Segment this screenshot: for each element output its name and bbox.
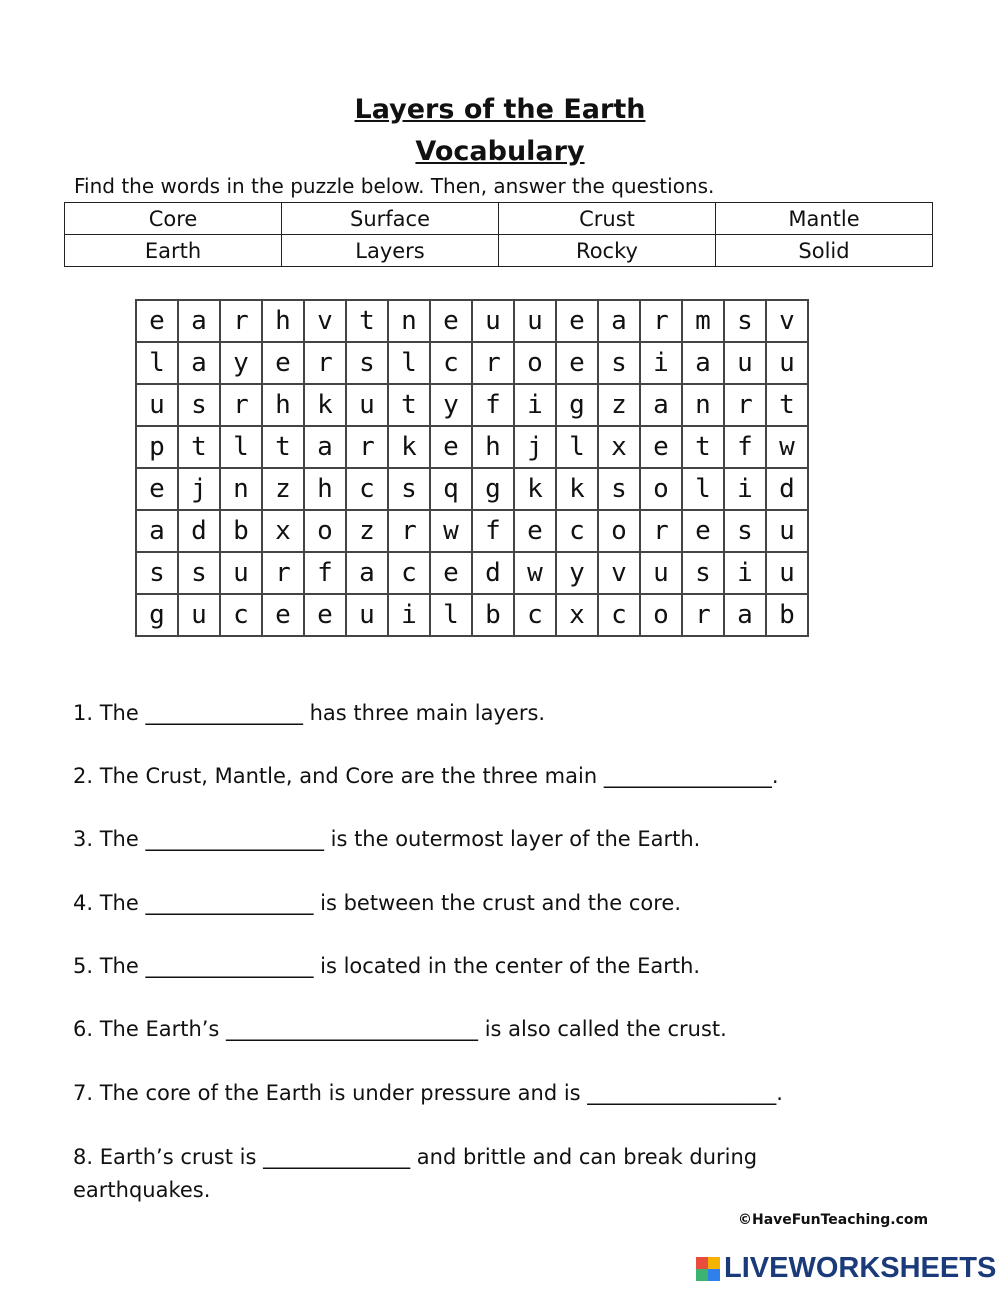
worksheet-title: Layers of the Earth	[354, 94, 646, 125]
puzzle-letter-cell[interactable]: o	[514, 342, 556, 384]
puzzle-letter-cell[interactable]: x	[262, 510, 304, 552]
puzzle-letter-cell[interactable]: h	[304, 468, 346, 510]
puzzle-letter-cell[interactable]: l	[388, 342, 430, 384]
puzzle-letter-cell[interactable]: l	[136, 342, 178, 384]
puzzle-letter-cell[interactable]: e	[262, 342, 304, 384]
puzzle-letter-cell[interactable]: c	[220, 594, 262, 636]
puzzle-letter-cell[interactable]: w	[766, 426, 808, 468]
puzzle-letter-cell[interactable]: r	[262, 552, 304, 594]
question-7: 7. The core of the Earth is under pressure and is __________________.	[73, 1081, 783, 1105]
puzzle-letter-cell[interactable]: t	[178, 426, 220, 468]
word-bank-cell: Rocky	[499, 235, 716, 267]
puzzle-letter-cell[interactable]: a	[598, 300, 640, 342]
puzzle-row	[136, 342, 808, 384]
puzzle-letter-cell[interactable]: e	[430, 426, 472, 468]
puzzle-letter-cell[interactable]: u	[472, 300, 514, 342]
puzzle-letter-cell[interactable]: k	[556, 468, 598, 510]
word-bank-row	[65, 235, 933, 267]
puzzle-letter-cell[interactable]: e	[304, 594, 346, 636]
puzzle-letter-cell[interactable]: c	[346, 468, 388, 510]
puzzle-letter-cell[interactable]: s	[178, 552, 220, 594]
puzzle-letter-cell[interactable]: v	[304, 300, 346, 342]
puzzle-letter-cell[interactable]: d	[178, 510, 220, 552]
puzzle-letter-cell[interactable]: a	[724, 594, 766, 636]
puzzle-letter-cell[interactable]: z	[346, 510, 388, 552]
puzzle-letter-cell[interactable]: t	[682, 426, 724, 468]
puzzle-letter-cell[interactable]: c	[514, 594, 556, 636]
puzzle-letter-cell[interactable]: r	[220, 384, 262, 426]
puzzle-letter-cell[interactable]: k	[514, 468, 556, 510]
puzzle-letter-cell[interactable]: s	[724, 510, 766, 552]
puzzle-letter-cell[interactable]: s	[598, 342, 640, 384]
puzzle-letter-cell[interactable]: e	[640, 426, 682, 468]
word-bank-cell: Core	[65, 203, 282, 235]
puzzle-letter-cell[interactable]: u	[178, 594, 220, 636]
liveworksheets-logo-icon	[696, 1257, 720, 1281]
puzzle-letter-cell[interactable]: n	[682, 384, 724, 426]
puzzle-letter-cell[interactable]: c	[598, 594, 640, 636]
puzzle-letter-cell[interactable]: d	[766, 468, 808, 510]
puzzle-letter-cell[interactable]: g	[136, 594, 178, 636]
puzzle-letter-cell[interactable]: d	[472, 552, 514, 594]
puzzle-letter-cell[interactable]: o	[304, 510, 346, 552]
puzzle-letter-cell[interactable]: e	[430, 552, 472, 594]
puzzle-letter-cell[interactable]: z	[262, 468, 304, 510]
puzzle-letter-cell[interactable]: e	[556, 342, 598, 384]
puzzle-letter-cell[interactable]: a	[178, 342, 220, 384]
puzzle-letter-cell[interactable]: r	[640, 510, 682, 552]
puzzle-row	[136, 300, 808, 342]
puzzle-letter-cell[interactable]: l	[220, 426, 262, 468]
puzzle-letter-cell[interactable]: r	[388, 510, 430, 552]
puzzle-row	[136, 384, 808, 426]
question-4: 4. The ________________ is between the crust and the core.	[73, 891, 682, 915]
puzzle-row	[136, 552, 808, 594]
puzzle-row	[136, 510, 808, 552]
puzzle-letter-cell[interactable]: q	[430, 468, 472, 510]
puzzle-letter-cell[interactable]: e	[556, 300, 598, 342]
puzzle-letter-cell[interactable]: u	[640, 552, 682, 594]
word-bank-table	[64, 202, 933, 267]
puzzle-letter-cell[interactable]: u	[136, 384, 178, 426]
puzzle-letter-cell[interactable]: t	[388, 384, 430, 426]
puzzle-letter-cell[interactable]: u	[766, 510, 808, 552]
puzzle-letter-cell[interactable]: y	[556, 552, 598, 594]
question-5: 5. The ________________ is located in the center of the Earth.	[73, 954, 701, 978]
puzzle-letter-cell[interactable]: b	[472, 594, 514, 636]
puzzle-letter-cell[interactable]: m	[682, 300, 724, 342]
puzzle-letter-cell[interactable]: s	[346, 342, 388, 384]
puzzle-letter-cell[interactable]: a	[304, 426, 346, 468]
puzzle-letter-cell[interactable]: l	[430, 594, 472, 636]
puzzle-letter-cell[interactable]: r	[724, 384, 766, 426]
puzzle-letter-cell[interactable]: i	[724, 552, 766, 594]
puzzle-letter-cell[interactable]: e	[136, 468, 178, 510]
puzzle-letter-cell[interactable]: r	[682, 594, 724, 636]
puzzle-letter-cell[interactable]: o	[640, 468, 682, 510]
puzzle-letter-cell[interactable]: e	[262, 594, 304, 636]
puzzle-letter-cell[interactable]: h	[472, 426, 514, 468]
puzzle-letter-cell[interactable]: h	[262, 300, 304, 342]
puzzle-letter-cell[interactable]: p	[136, 426, 178, 468]
puzzle-letter-cell[interactable]: l	[556, 426, 598, 468]
puzzle-letter-cell[interactable]: s	[724, 300, 766, 342]
puzzle-letter-cell[interactable]: y	[220, 342, 262, 384]
puzzle-letter-cell[interactable]: n	[388, 300, 430, 342]
puzzle-letter-cell[interactable]: w	[514, 552, 556, 594]
worksheet-subtitle: Vocabulary	[415, 136, 585, 167]
puzzle-letter-cell[interactable]: n	[220, 468, 262, 510]
puzzle-letter-cell[interactable]: a	[640, 384, 682, 426]
puzzle-letter-cell[interactable]: o	[598, 510, 640, 552]
puzzle-letter-cell[interactable]: r	[472, 342, 514, 384]
word-bank-cell: Crust	[499, 203, 716, 235]
word-bank-row	[65, 203, 933, 235]
puzzle-letter-cell[interactable]: z	[598, 384, 640, 426]
puzzle-letter-cell[interactable]: a	[346, 552, 388, 594]
question-2: 2. The Crust, Mantle, and Core are the three main ________________.	[73, 764, 779, 788]
puzzle-letter-cell[interactable]: u	[766, 552, 808, 594]
puzzle-letter-cell[interactable]: s	[388, 468, 430, 510]
puzzle-letter-cell[interactable]: e	[430, 300, 472, 342]
puzzle-letter-cell[interactable]: r	[346, 426, 388, 468]
puzzle-letter-cell[interactable]: x	[556, 594, 598, 636]
puzzle-letter-cell[interactable]: g	[556, 384, 598, 426]
puzzle-letter-cell[interactable]: w	[430, 510, 472, 552]
puzzle-letter-cell[interactable]: u	[220, 552, 262, 594]
puzzle-letter-cell[interactable]: f	[472, 384, 514, 426]
puzzle-letter-cell[interactable]: l	[682, 468, 724, 510]
puzzle-letter-cell[interactable]: j	[514, 426, 556, 468]
puzzle-letter-cell[interactable]: o	[640, 594, 682, 636]
puzzle-letter-cell[interactable]: u	[346, 594, 388, 636]
puzzle-letter-cell[interactable]: b	[220, 510, 262, 552]
puzzle-letter-cell[interactable]: f	[724, 426, 766, 468]
puzzle-letter-cell[interactable]: i	[388, 594, 430, 636]
puzzle-letter-cell[interactable]: f	[472, 510, 514, 552]
puzzle-row	[136, 594, 808, 636]
puzzle-letter-cell[interactable]: e	[682, 510, 724, 552]
puzzle-letter-cell[interactable]: c	[430, 342, 472, 384]
puzzle-letter-cell[interactable]: s	[598, 468, 640, 510]
puzzle-letter-cell[interactable]: a	[178, 300, 220, 342]
question-3: 3. The _________________ is the outermost layer of the Earth.	[73, 827, 701, 851]
question-1: 1. The _______________ has three main layers.	[73, 701, 546, 725]
puzzle-letter-cell[interactable]: b	[766, 594, 808, 636]
word-bank-cell: Mantle	[716, 203, 933, 235]
puzzle-row	[136, 426, 808, 468]
puzzle-letter-cell[interactable]: e	[514, 510, 556, 552]
instructions: Find the words in the puzzle below. Then, answer the questions.	[74, 174, 715, 198]
puzzle-letter-cell[interactable]: g	[472, 468, 514, 510]
puzzle-letter-cell[interactable]: r	[220, 300, 262, 342]
word-search-grid	[135, 299, 809, 637]
question-8: 8. Earth’s crust is ______________ and brittle and can break during	[73, 1145, 758, 1169]
puzzle-letter-cell[interactable]: t	[766, 384, 808, 426]
copyright-text: ©HaveFunTeaching.com	[738, 1212, 929, 1228]
puzzle-letter-cell[interactable]: h	[262, 384, 304, 426]
puzzle-letter-cell[interactable]: y	[430, 384, 472, 426]
puzzle-letter-cell[interactable]: r	[640, 300, 682, 342]
word-bank-cell: Layers	[282, 235, 499, 267]
puzzle-letter-cell[interactable]: t	[262, 426, 304, 468]
puzzle-letter-cell[interactable]: s	[136, 552, 178, 594]
word-bank-cell: Solid	[716, 235, 933, 267]
question-8-continued: earthquakes.	[73, 1178, 211, 1202]
puzzle-letter-cell[interactable]: u	[346, 384, 388, 426]
puzzle-letter-cell[interactable]: v	[598, 552, 640, 594]
puzzle-letter-cell[interactable]: s	[178, 384, 220, 426]
puzzle-letter-cell[interactable]: c	[556, 510, 598, 552]
puzzle-letter-cell[interactable]: a	[682, 342, 724, 384]
puzzle-letter-cell[interactable]: x	[598, 426, 640, 468]
word-bank-cell: Surface	[282, 203, 499, 235]
puzzle-letter-cell[interactable]: e	[136, 300, 178, 342]
brand-name: LIVEWORKSHEETS	[724, 1252, 997, 1284]
puzzle-letter-cell[interactable]: u	[724, 342, 766, 384]
puzzle-letter-cell[interactable]: i	[514, 384, 556, 426]
question-6: 6. The Earth’s ________________________ is also called the crust.	[73, 1017, 727, 1041]
puzzle-letter-cell[interactable]: j	[178, 468, 220, 510]
puzzle-letter-cell[interactable]: s	[682, 552, 724, 594]
puzzle-letter-cell[interactable]: u	[514, 300, 556, 342]
puzzle-letter-cell[interactable]: c	[388, 552, 430, 594]
puzzle-row	[136, 468, 808, 510]
puzzle-letter-cell[interactable]: k	[304, 384, 346, 426]
puzzle-letter-cell[interactable]: i	[640, 342, 682, 384]
puzzle-letter-cell[interactable]: a	[136, 510, 178, 552]
puzzle-letter-cell[interactable]: t	[346, 300, 388, 342]
puzzle-letter-cell[interactable]: k	[388, 426, 430, 468]
liveworksheets-logo[interactable]	[696, 1252, 996, 1285]
puzzle-letter-cell[interactable]: f	[304, 552, 346, 594]
puzzle-letter-cell[interactable]: v	[766, 300, 808, 342]
puzzle-letter-cell[interactable]: i	[724, 468, 766, 510]
word-bank-cell: Earth	[65, 235, 282, 267]
puzzle-letter-cell[interactable]: u	[766, 342, 808, 384]
puzzle-letter-cell[interactable]: r	[304, 342, 346, 384]
